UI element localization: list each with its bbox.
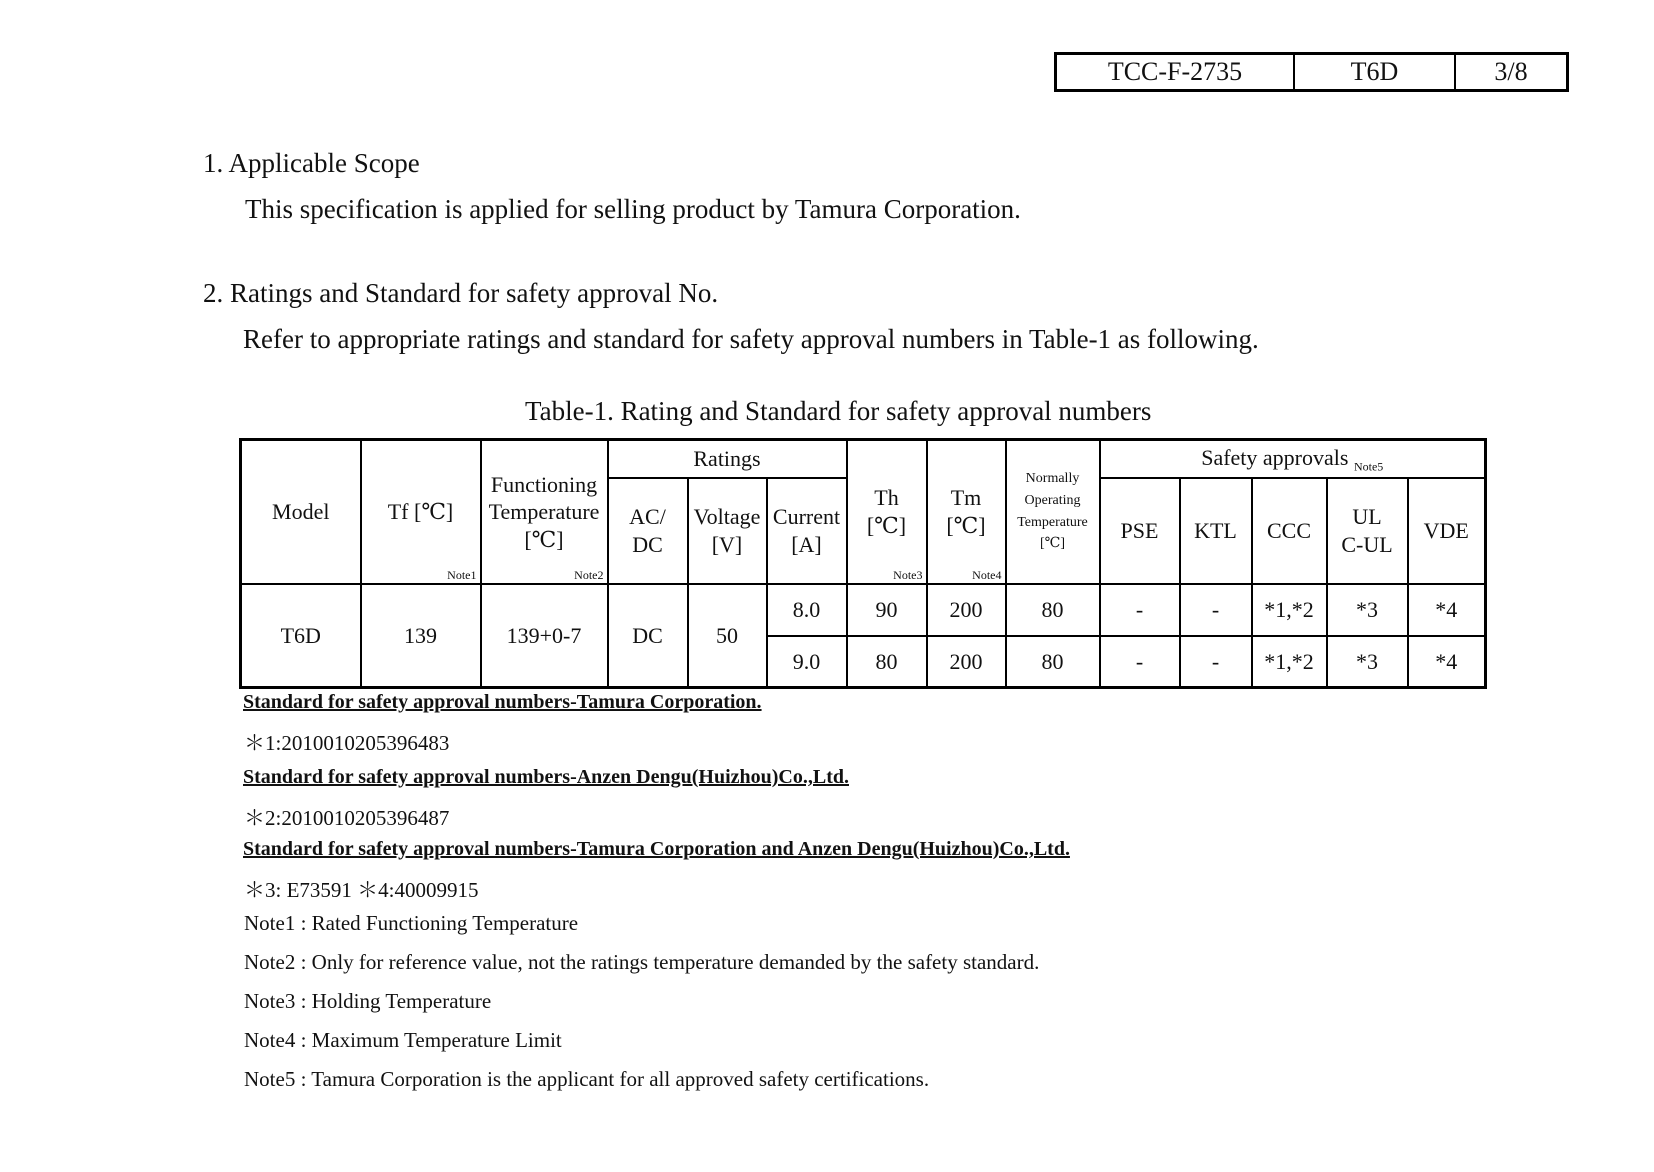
cell-ul: *3 xyxy=(1327,636,1408,688)
header-normally-operating-temperature: Normally Operating Temperature [℃] xyxy=(1006,440,1100,584)
section-2-heading: 2. Ratings and Standard for safety approval No. xyxy=(203,278,719,308)
cell-ccc: *1,*2 xyxy=(1252,636,1327,688)
cell-model: T6D xyxy=(241,584,361,688)
header-model: Model xyxy=(241,440,361,584)
header-ul: UL C-UL xyxy=(1327,478,1408,584)
header-tm: Tm [℃] Note4 xyxy=(927,440,1006,584)
header-functioning-temperature: Functioning Temperature [℃] Note2 xyxy=(481,440,608,584)
note-3: Note3 : Holding Temperature xyxy=(244,989,492,1013)
header-safety-approvals: Safety approvals $_{Note5}$ xyxy=(1100,440,1486,478)
standard-value-2: ＊2:2010010205396487 xyxy=(244,806,450,830)
note3-ref: Note3 xyxy=(893,567,923,582)
note5-ref: Note5 xyxy=(1353,458,1384,473)
cell-ktl: - xyxy=(1180,584,1252,636)
header-current: Current [A] xyxy=(767,478,847,584)
note-5: Note5 : Tamura Corporation is the applicant for all approved safety certifications. xyxy=(244,1067,930,1091)
cell-current: 8.0 xyxy=(767,584,847,636)
table-row xyxy=(241,584,1486,636)
cell-tf: 139 xyxy=(361,584,481,688)
header-pse: PSE xyxy=(1100,478,1180,584)
doc-number: TCC-F-2735 xyxy=(1057,55,1295,89)
cell-tm: 200 xyxy=(927,584,1006,636)
header-voltage: Voltage [V] xyxy=(688,478,767,584)
cell-func: 139+0-7 xyxy=(481,584,608,688)
note1-ref: Note1 xyxy=(447,567,477,582)
cell-th: 80 xyxy=(847,636,927,688)
cell-ul: *3 xyxy=(1327,584,1408,636)
cell-voltage: 50 xyxy=(688,584,767,688)
section-1-heading: 1. Applicable Scope xyxy=(203,148,420,178)
cell-norm: 80 xyxy=(1006,636,1100,688)
cell-pse: - xyxy=(1100,584,1180,636)
cell-ccc: *1,*2 xyxy=(1252,584,1327,636)
table-caption: Table-1. Rating and Standard for safety approval numbers xyxy=(525,396,1152,426)
cell-tm: 200 xyxy=(927,636,1006,688)
header-acdc: AC/ DC xyxy=(608,478,688,584)
header-ratings: Ratings xyxy=(608,440,847,478)
header-ktl: KTL xyxy=(1180,478,1252,584)
section-2-text: Refer to appropriate ratings and standard for safety approval numbers in Table-1 as following. xyxy=(243,324,1259,354)
cell-ktl: - xyxy=(1180,636,1252,688)
note2-ref: Note2 xyxy=(574,567,604,582)
standard-value-1: ＊1:2010010205396483 xyxy=(244,731,450,755)
standard-title-1: Standard for safety approval numbers-Tamura Corporation. xyxy=(243,691,762,713)
standard-value-3: ＊3: E73591 ＊4:40009915 xyxy=(244,878,479,902)
standard-title-2: Standard for safety approval numbers-Anzen Dengu(Huizhou)Co.,Ltd. xyxy=(243,766,849,788)
cell-vde: *4 xyxy=(1408,584,1486,636)
cell-current: 9.0 xyxy=(767,636,847,688)
section-1-text: This specification is applied for selling product by Tamura Corporation. xyxy=(245,194,1021,224)
note-2: Note2 : Only for reference value, not the ratings temperature demanded by the safety standard. xyxy=(244,950,1040,974)
document-header-box xyxy=(1054,52,1569,92)
cell-th: 90 xyxy=(847,584,927,636)
standard-title-3: Standard for safety approval numbers-Tamura Corporation and Anzen Dengu(Huizhou)Co.,Ltd. xyxy=(243,838,1070,860)
cell-acdc: DC xyxy=(608,584,688,688)
cell-vde: *4 xyxy=(1408,636,1486,688)
cell-norm: 80 xyxy=(1006,584,1100,636)
header-model: T6D xyxy=(1295,55,1456,89)
header-vde: VDE xyxy=(1408,478,1486,584)
note-4: Note4 : Maximum Temperature Limit xyxy=(244,1028,562,1052)
cell-pse: - xyxy=(1100,636,1180,688)
header-ccc: CCC xyxy=(1252,478,1327,584)
ratings-table xyxy=(239,438,1487,689)
header-th: Th [℃] Note3 xyxy=(847,440,927,584)
note-1: Note1 : Rated Functioning Temperature xyxy=(244,911,579,935)
page-number: 3/8 xyxy=(1494,57,1528,86)
header-tf: Tf [℃] Note1 xyxy=(361,440,481,584)
note4-ref: Note4 xyxy=(972,567,1002,582)
